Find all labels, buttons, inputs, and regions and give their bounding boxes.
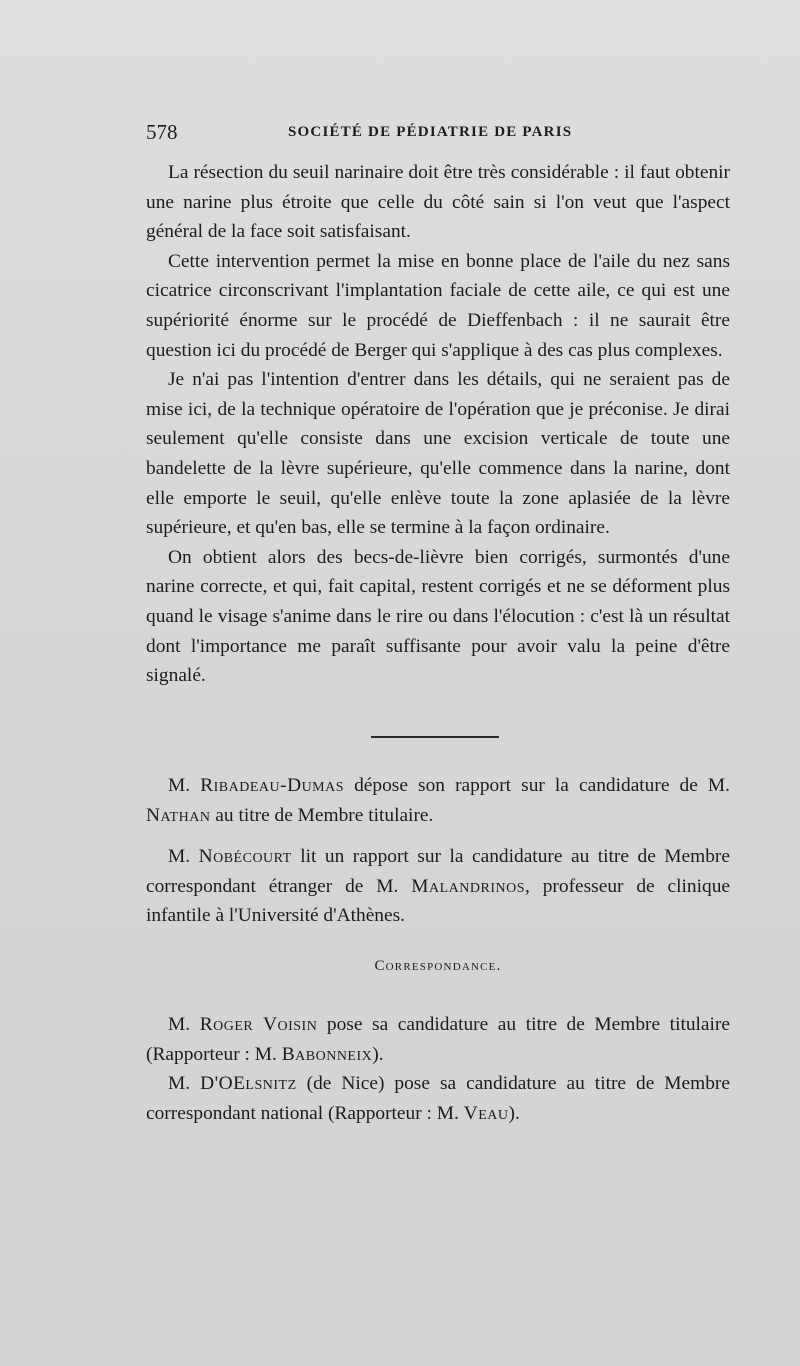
correspondance-item: M. Roger Voisin pose sa candidature au titre de Membre titulaire (Rapporteur : M. Babonneix). <box>146 1014 730 1065</box>
correspondance-item: M. D'OElsnitz (de Nice) pose sa candidature au titre de Membre correspondant national (Rapporteur : M. Veau). <box>146 1073 730 1124</box>
correspondance-list <box>146 1010 730 1128</box>
society-notices <box>146 771 730 943</box>
section-divider <box>371 736 499 738</box>
paragraph: Cette intervention permet la mise en bonne place de l'aile du nez sans cicatrice circonscrivant l'implantation faciale de cette aile, ce qui est une supériorité énorme sur le procédé de Dieffenbach : il ne saurait être question ici du procédé de Berger qui s'applique à des cas plus complexes. <box>146 250 730 361</box>
running-head: SOCIÉTÉ DE PÉDIATRIE DE PARIS <box>288 124 573 140</box>
page-header <box>146 120 730 150</box>
member-name: Nobécourt <box>198 846 292 868</box>
candidate-name: Malandrinos <box>411 875 525 897</box>
member-name: Roger Voisin <box>199 1014 318 1035</box>
paragraph: On obtient alors des becs-de-lièvre bien corrigés, surmontés d'une narine correcte, et qui, fait capital, restent corrigés et ne se déforment plus quand le visage s'anime dans le rire ou dans l'élocution : c'est là un résultat dont l'importance me paraît suffisante pour avoir valu la peine d'être signalé. <box>146 546 730 687</box>
page-number: 578 <box>146 120 178 144</box>
notice-nobecourt: M. Nobécourt lit un rapport sur la candidature au titre de Membre correspondant étranger de M. Malandrinos, professeur de clinique infantile à l'Université d'Athènes. <box>146 846 730 927</box>
candidate-name: Nathan <box>146 804 211 826</box>
notice-ribadeau: M. Ribadeau-Dumas dépose son rapport sur la candidature de M. Nathan au titre de Membre titulaire. <box>146 775 730 826</box>
paragraph: La résection du seuil narinaire doit être très considérable : il faut obtenir une narine plus étroite que celle du côté sain si l'on veut que l'aspect général de la face soit satisfaisant. <box>146 162 730 243</box>
member-name: D'OElsnitz <box>200 1073 297 1095</box>
member-name: Ribadeau-Dumas <box>200 775 345 796</box>
paragraph: Je n'ai pas l'intention d'entrer dans les détails, qui ne seraient pas de mise ici, de la technique opératoire de l'opération que je préconise. Je dirai seulement qu'elle consiste dans une excision verticale de toute une bandelette de la lèvre supérieure, qu'elle commence dans la narine, dont elle emporte le seuil, qu'elle enlève toute la zone aplasiée de la lèvre supérieure, et qu'en bas, elle se termine à la façon ordinaire. <box>146 369 730 539</box>
rapporteur-name: Veau <box>463 1102 509 1124</box>
rapporteur-name: Babonneix <box>281 1043 373 1065</box>
section-title: Correspondance. <box>374 958 502 974</box>
main-text <box>146 158 730 691</box>
